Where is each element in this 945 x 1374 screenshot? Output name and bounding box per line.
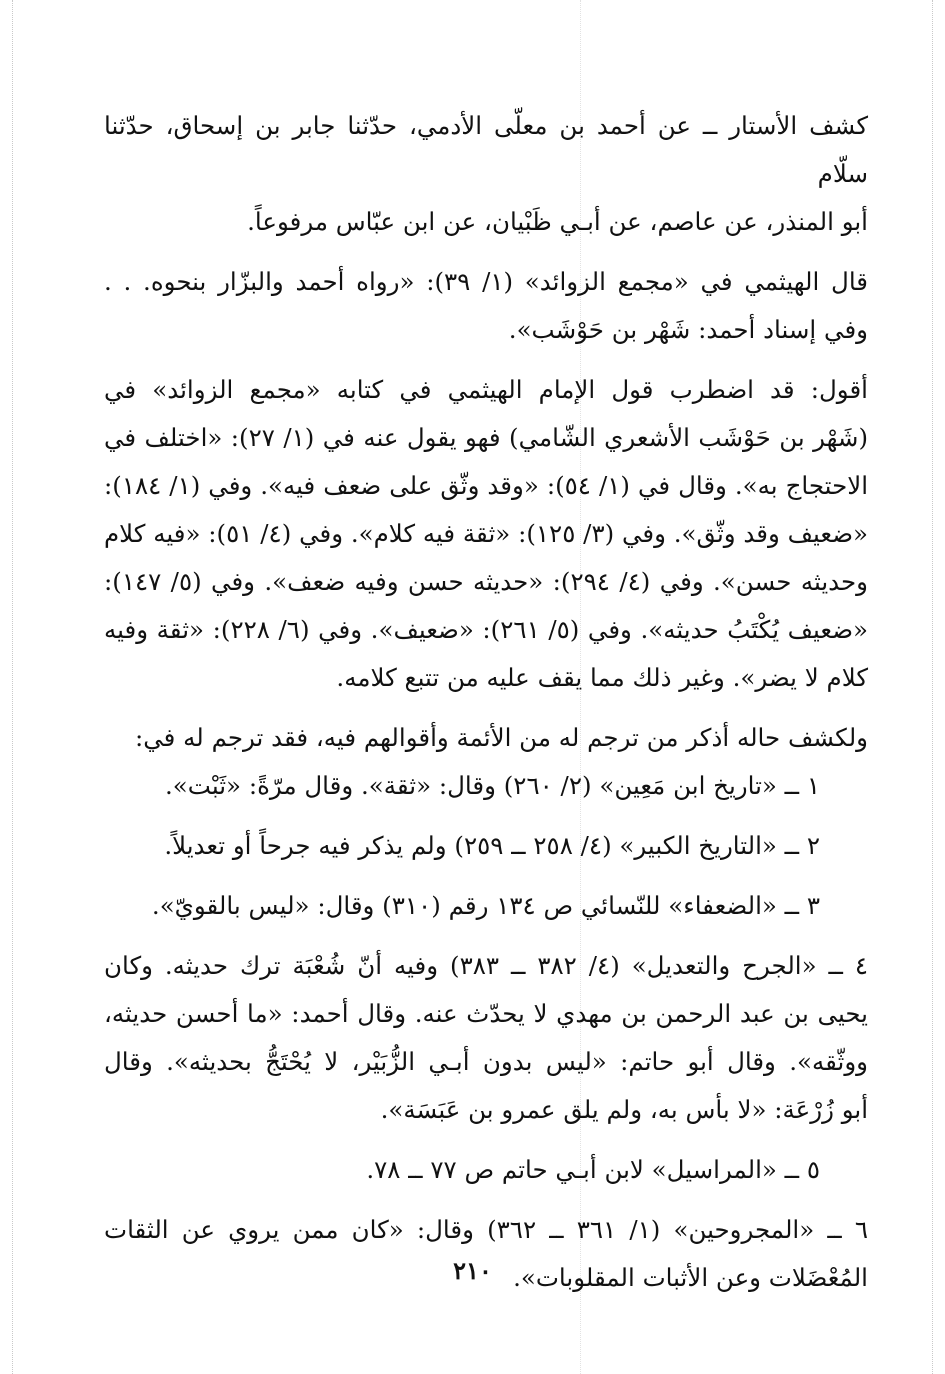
text-line: المُعْضَلات وعن الأثبات المقلوبات». xyxy=(513,1263,868,1292)
text-line: «ضعيف وقد وثّق». وفي (٣/ ١٢٥): «ثقة فيه كلام». وفي (٤/ ٥١): «فيه كلام xyxy=(104,519,869,548)
text-line: ولكشف حاله أذكر من ترجم له من الأئمة وأقوالهم فيه، فقد ترجم له في: xyxy=(135,723,868,752)
text-line: ٣ ــ «الضعفاء» للنّسائي ص ١٣٤ رقم (٣١٠) وقال: «ليس بالقويّ». xyxy=(151,891,820,920)
text-line: ٦ ــ «المجروحين» (١/ ٣٦١ ــ ٣٦٢) وقال: «كان ممن يروي عن الثقات xyxy=(104,1215,868,1244)
text-line: ٥ ــ «المراسيل» لابن أبـي حاتم ص ٧٧ ــ ٧٨. xyxy=(366,1155,820,1184)
text-line: أبو زُرْعَة: «لا بأس به، ولم يلق عمرو بن عَبَسَة». xyxy=(380,1095,868,1124)
text-line: كلام لا يضر». وغير ذلك مما يقف عليه من تتبع كلامه. xyxy=(336,663,868,692)
text-line: أبو المنذر، عن عاصم، عن أبـي ظَبْيان، عن ابن عبّاس مرفوعاً. xyxy=(247,207,868,236)
text-line: كشف الأستار ــ عن أحمد بن معلّى الأدمي، حدّثنا جابر بن إسحاق، حدّثنا سلّام xyxy=(104,111,868,188)
paragraph-author-comment xyxy=(104,366,868,702)
paragraph-list-intro xyxy=(104,714,868,762)
list-item-tarikh-kabir xyxy=(104,822,868,870)
text-line: قال الهيثمي في «مجمع الزوائد» (١/ ٣٩): «رواه أحمد والبزّار بنحوه. . . xyxy=(104,267,868,296)
list-item-majruhin xyxy=(104,1206,868,1302)
scan-margin-line-right xyxy=(932,0,933,1374)
text-line: يحيى بن عبد الرحمن بن مهدي لا يحدّث عنه. وقال أحمد: «ما أحسن حديثه، xyxy=(104,999,868,1028)
list-item-jarh-tadil xyxy=(104,942,868,1134)
list-item-marasil xyxy=(104,1146,868,1194)
page-number: ٢١٠ xyxy=(453,1256,492,1285)
text-line: وحديثه حسن». وفي (٤/ ٢٩٤): «حديثه حسن وفيه ضعف». وفي (٥/ ١٤٧): xyxy=(104,567,869,596)
list-item-tarikh-ibn-main xyxy=(104,762,868,810)
text-line: ٢ ــ «التاريخ الكبير» (٤/ ٢٥٨ ــ ٢٥٩) ولم يذكر فيه جرحاً أو تعديلاً. xyxy=(164,831,820,860)
text-line: ٤ ــ «الجرح والتعديل» (٤/ ٣٨٢ ــ ٣٨٣) وفيه أنّ شُعْبَة ترك حديثه. وكان xyxy=(104,951,868,980)
list-item-duafa-nasai xyxy=(104,882,868,930)
text-line: (شَهْر بن حَوْشَب الأشعري الشّامي) فهو يقول عنه في (١/ ٢٧): «اختلف في xyxy=(104,423,869,452)
text-line: ووثّقه». وقال أبو حاتم: «ليس بدون أبـي الزُّبَيْر، لا يُحْتَجُّ بحديثه». وقال xyxy=(104,1047,868,1076)
text-line: ١ ــ «تاريخ ابن مَعِين» (٢/ ٢٦٠) وقال: «ثقة». وقال مرّةً: «ثَبْت». xyxy=(165,771,820,800)
text-line: أقول: قد اضطرب قول الإمام الهيثمي في كتابه «مجمع الزوائد» في xyxy=(104,375,868,404)
scan-margin-line-left xyxy=(12,0,13,1374)
paragraph-source-chain xyxy=(104,102,868,246)
text-line: الاحتجاج به». وقال في (١/ ٥٤): «وقد وثّق على ضعف فيه». وفي (١/ ١٨٤): xyxy=(104,471,868,500)
paragraph-haythami-quote xyxy=(104,258,868,354)
page-body xyxy=(104,102,868,1314)
text-line: «ضعيف يُكْتَبُ حديثه». وفي (٥/ ٢٦١): «ضعيف». وفي (٦/ ٢٢٨): «ثقة وفيه xyxy=(104,615,868,644)
text-line: وفي إسناد أحمد: شَهْر بن حَوْشَب». xyxy=(508,315,868,344)
